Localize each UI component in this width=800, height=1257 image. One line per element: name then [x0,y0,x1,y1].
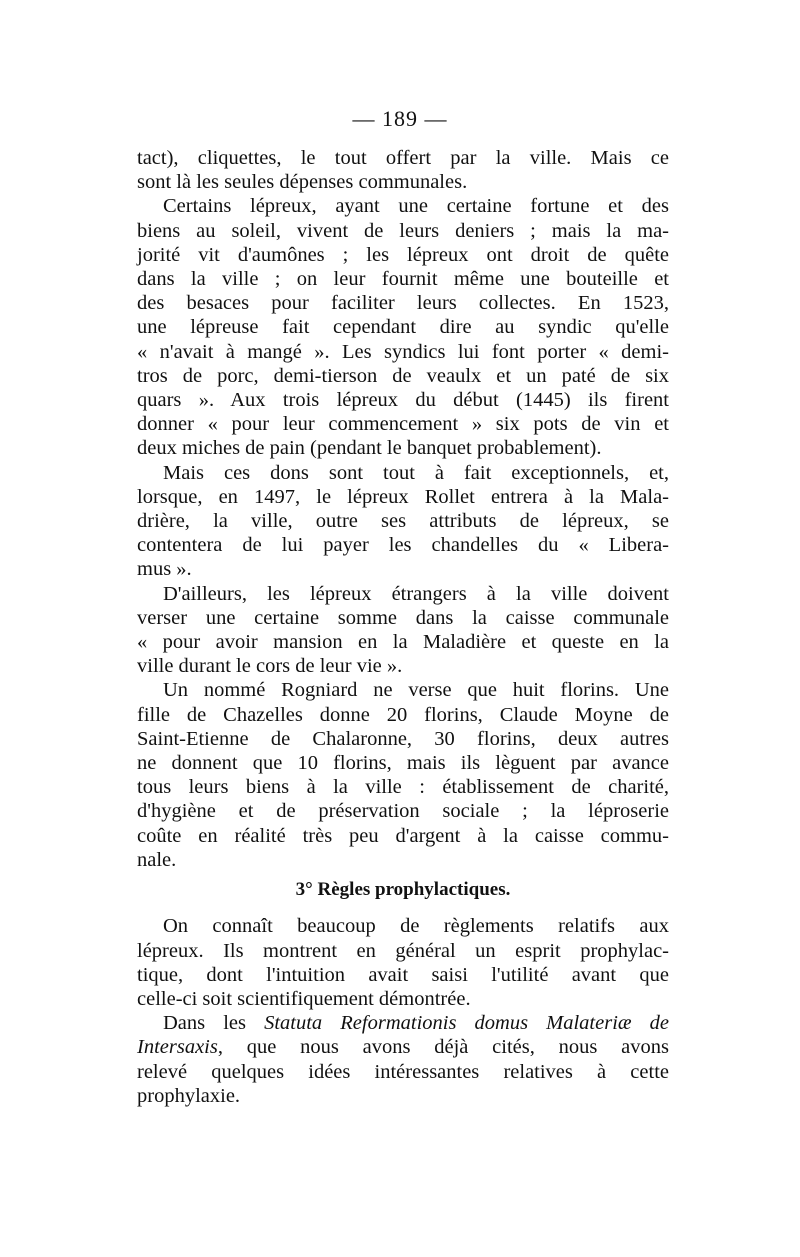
body-text [137,146,669,1108]
text-line: une lépreuse fait cependant dire au syndic qu'elle [137,316,669,339]
text-line: Un nommé Rogniard ne verse que huit florins. Une [163,679,669,702]
italic-title: Intersaxis [137,1036,218,1059]
text-line [137,1035,669,1059]
text-line: dans la ville ; on leur fournit même une bouteille et [137,268,669,291]
text-line: coûte en réalité très peu d'argent à la caisse commu- [137,824,669,847]
text-line: deux miches de pain (pendant le banquet probablement). [137,437,602,460]
text-line: ville durant le cors de leur vie ». [137,655,403,678]
italic-title: Statuta Reformationis domus Malateriæ de [264,1012,670,1035]
text-line: On connaît beaucoup de règlements relatifs aux [163,915,669,938]
text-line: Mais ces dons sont tout à fait exceptionnels, et, [163,461,669,484]
section-heading: 3° Règles prophylactiques. [295,879,511,901]
text-line: tique, dont l'intuition avait saisi l'utilité avant que [137,963,669,986]
text-line: prophylaxie. [137,1084,241,1107]
text-line: biens au soleil, vivent de leurs deniers ; mais la ma- [137,219,669,242]
text-line: Saint-Etienne de Chalaronne, 30 florins, deux autres [137,727,669,750]
text-line [137,1011,669,1035]
text-line: tact), cliquettes, le tout offert par la ville. Mais ce [137,147,669,169]
text-line: ne donnent que 10 florins, mais ils lèguent par avance [137,752,669,775]
text-line: sont là les seules dépenses communales. [137,171,468,194]
text-line: contentera de lui payer les chandelles du « Libera- [137,534,669,557]
text-line: lépreux. Ils montrent en général un esprit prophylac- [137,939,669,962]
text-line: lorsque, en 1497, le lépreux Rollet entrera à la Mala- [137,485,669,508]
text-line: donner « pour leur commencement » six pots de vin et [137,413,669,436]
text-line: mus ». [137,558,192,581]
text-line: des besaces pour faciliter leurs collectes. En 1523, [137,292,669,315]
text-line: quars ». Aux trois lépreux du début (1445) ils firent [137,389,669,412]
text-line: fille de Chazelles donne 20 florins, Claude Moyne de [137,703,669,726]
page-number: — 189 — [352,106,448,131]
text-line: D'ailleurs, les lépreux étrangers à la ville doivent [163,582,669,605]
text-run: , que nous avons déjà cités, nous avons [217,1036,669,1059]
text-line: drière, la ville, outre ses attributs de lépreux, se [137,510,669,533]
text-line: relevé quelques idées intéressantes relatives à cette [137,1060,669,1083]
text-line: d'hygiène et de préservation sociale ; la léproserie [137,800,669,823]
text-line: Certains lépreux, ayant une certaine fortune et des [163,195,669,218]
text-line: verser une certaine somme dans la caisse communale [137,606,669,629]
text-line: « pour avoir mansion en la Maladière et queste en la [137,631,669,654]
text-line: nale. [137,848,177,871]
text-line: jorité vit d'aumônes ; les lépreux ont droit de quête [137,243,669,266]
text-line: « n'avait à mangé ». Les syndics lui font porter « demi- [137,340,669,363]
text-line: tous leurs biens à la ville : établissement de charité, [137,776,669,799]
text-line: tros de porc, demi-tierson de veaulx et un paté de six [137,364,669,387]
text-line: celle-ci soit scientifiquement démontrée. [137,987,471,1010]
text-run: Dans les [163,1012,265,1035]
